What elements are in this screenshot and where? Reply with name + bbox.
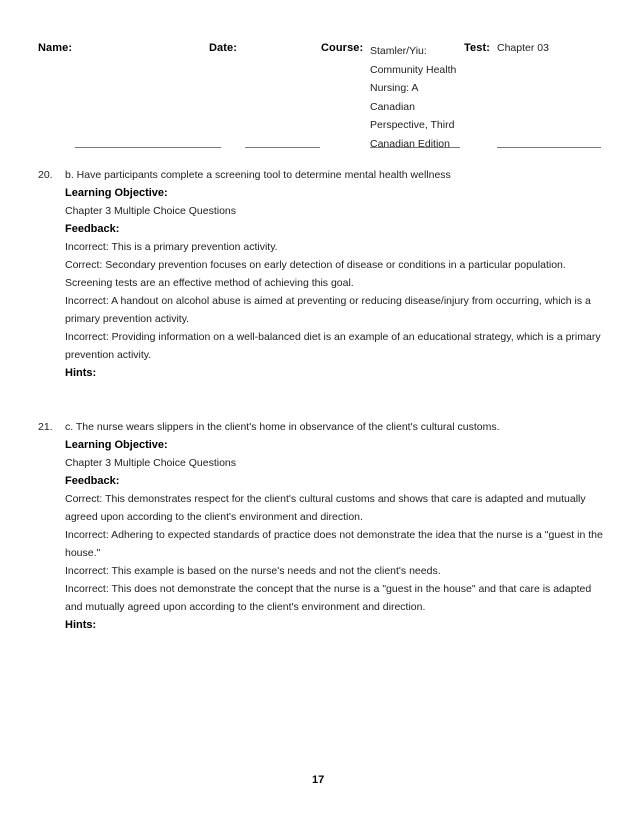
course-line: Perspective, Third <box>370 119 455 131</box>
answer-text: b. Have participants complete a screening tool to determine mental health wellness <box>65 169 451 181</box>
name-underline <box>75 147 221 148</box>
hints-label: Hints: <box>65 367 97 379</box>
question-block <box>65 418 603 634</box>
page-number: 17 <box>312 774 325 786</box>
course-label: Course: <box>321 42 364 54</box>
feedback-line: Incorrect: This example is based on the nurse's needs and not the client's needs. <box>65 565 441 577</box>
answer-text: c. The nurse wears slippers in the client's home in observance of the client's cultural customs. <box>65 421 500 433</box>
feedback-line: Incorrect: This does not demonstrate the concept that the nurse is a "guest in the house" and that care is adapted <box>65 583 592 595</box>
test-underline <box>497 147 601 148</box>
feedback-label: Feedback: <box>65 475 120 487</box>
course-line: Community Health <box>370 63 457 76</box>
feedback-line: house." <box>65 547 101 559</box>
question-block <box>65 166 601 382</box>
learning-objective-value: Chapter 3 Multiple Choice Questions <box>65 205 237 217</box>
feedback-line: Incorrect: Providing information on a well-balanced diet is an example of an educational strategy, which is a primary <box>65 331 601 343</box>
learning-objective-label: Learning Objective: <box>65 439 168 451</box>
feedback-line: Incorrect: This is a primary prevention activity. <box>65 241 278 253</box>
feedback-line: agreed upon according to the client's environment and direction. <box>65 511 363 523</box>
feedback-line: Incorrect: A handout on alcohol abuse is aimed at preventing or reducing disease/injury from occurring, which is a <box>65 295 591 307</box>
course-line: Nursing: A <box>370 82 419 94</box>
feedback-line: primary prevention activity. <box>65 313 190 325</box>
course-underline <box>370 147 460 148</box>
question-number: 21. <box>38 421 53 433</box>
question-number: 20. <box>38 169 53 181</box>
date-underline <box>245 147 320 148</box>
course-line: Canadian Edition <box>370 137 450 150</box>
feedback-line: Correct: This demonstrates respect for the client's cultural customs and shows that care is adapted and mutually <box>65 493 586 505</box>
test-label: Test: <box>464 42 490 54</box>
feedback-line: Incorrect: Adhering to expected standards of practice does not demonstrate the idea that the nurse is a "guest in the <box>65 529 603 541</box>
learning-objective-label: Learning Objective: <box>65 187 168 199</box>
date-label: Date: <box>209 42 238 54</box>
feedback-label: Feedback: <box>65 223 120 235</box>
name-label: Name: <box>38 42 73 54</box>
feedback-line: and mutually agreed upon according to the client's environment and direction. <box>65 601 426 613</box>
feedback-line: prevention activity. <box>65 349 152 361</box>
learning-objective-value: Chapter 3 Multiple Choice Questions <box>65 457 237 469</box>
test-value: Chapter 03 <box>497 42 549 54</box>
feedback-line: Screening tests are an effective method of achieving this goal. <box>65 277 354 289</box>
course-value <box>370 42 456 153</box>
hints-label: Hints: <box>65 619 97 631</box>
feedback-line: Correct: Secondary prevention focuses on early detection of disease or conditions in a particular population. <box>65 259 566 271</box>
course-line: Stamler/Yiu: <box>370 45 427 57</box>
course-line: Canadian <box>370 100 415 113</box>
